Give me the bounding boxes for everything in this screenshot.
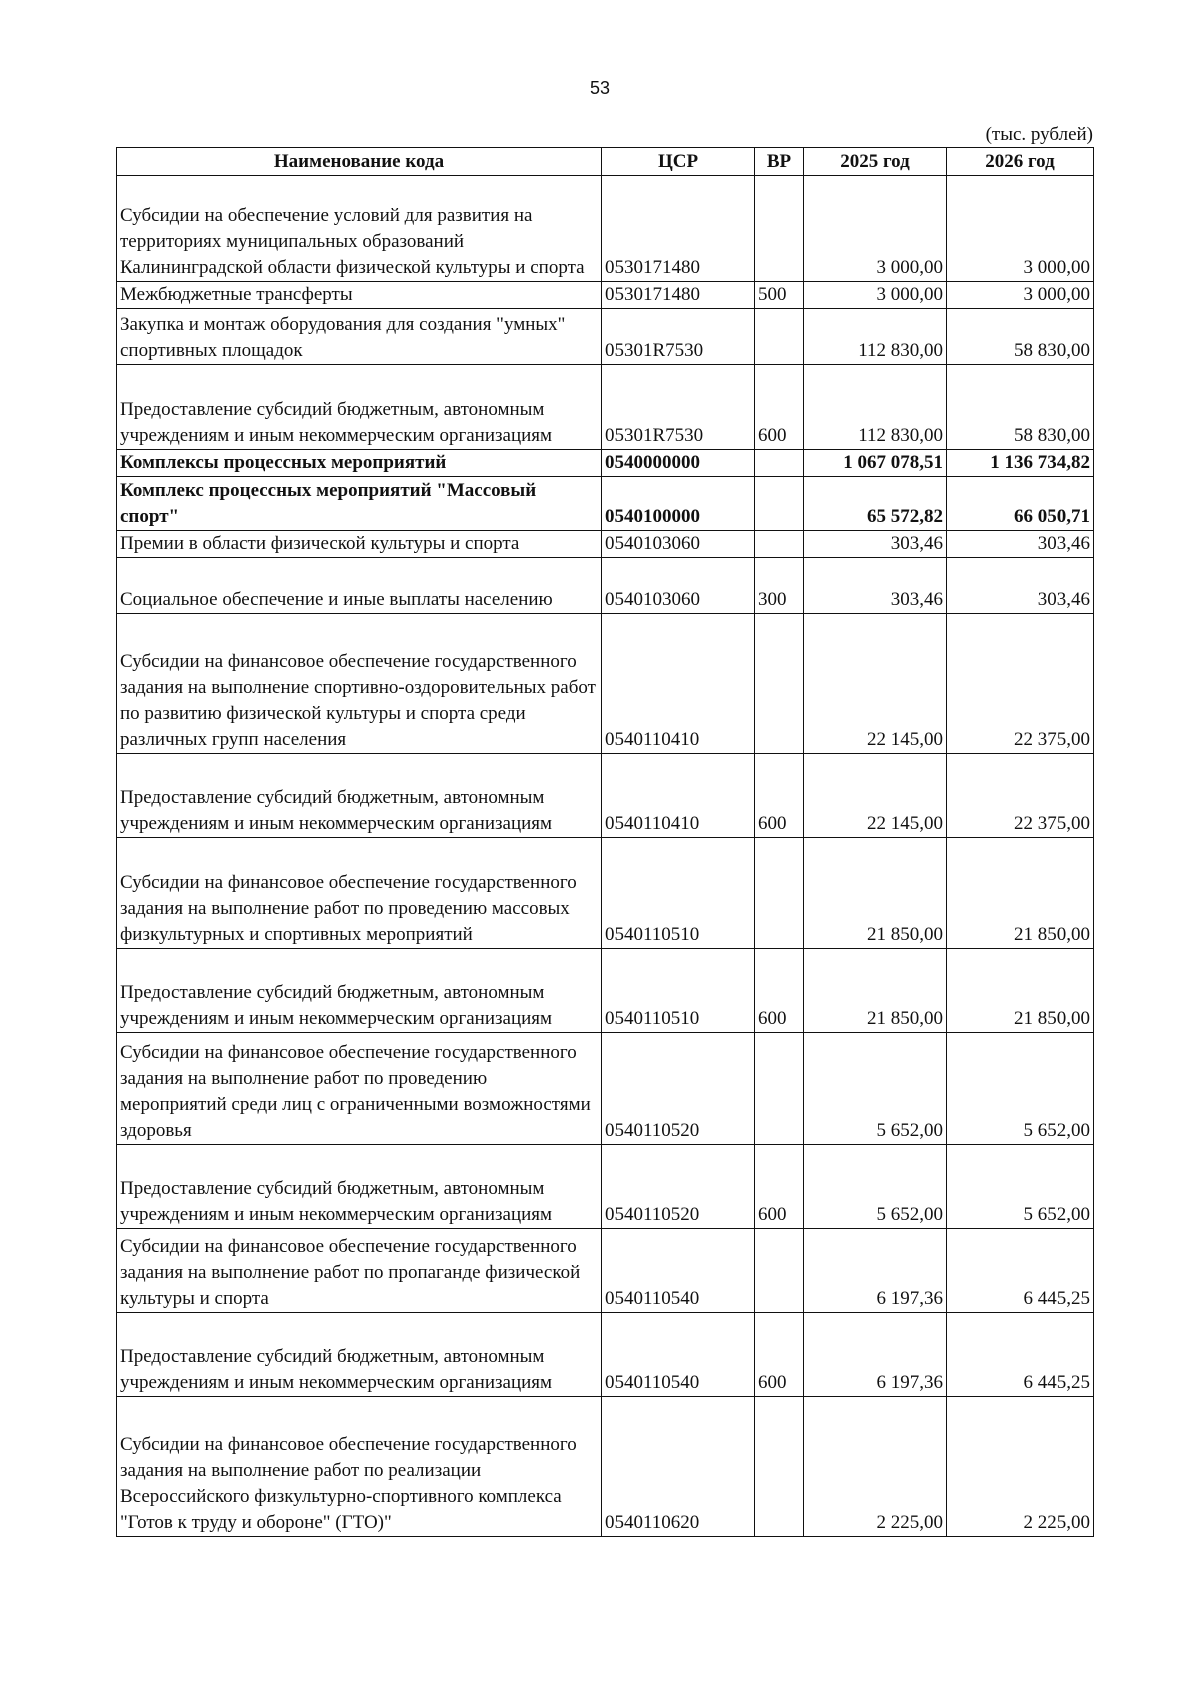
row-amount-2025: 1 067 078,51 xyxy=(804,450,947,477)
row-csr: 05301R7530 xyxy=(602,365,755,450)
row-csr: 0540110520 xyxy=(602,1145,755,1229)
row-name: Предоставление субсидий бюджетным, автономным учреждениям и иным некоммерческим организациям xyxy=(117,1145,602,1229)
row-name: Субсидии на обеспечение условий для развития на территориях муниципальных образований Калининградской области физической культуры и спорта xyxy=(117,176,602,282)
row-amount-2026: 6 445,25 xyxy=(947,1313,1094,1397)
row-amount-2025: 2 225,00 xyxy=(804,1397,947,1537)
row-vr xyxy=(755,1397,804,1537)
row-name: Предоставление субсидий бюджетным, автономным учреждениям и иным некоммерческим организациям xyxy=(117,1313,602,1397)
column-header-2025: 2025 год xyxy=(804,148,947,176)
row-name: Межбюджетные трансферты xyxy=(117,282,602,309)
row-amount-2026: 1 136 734,82 xyxy=(947,450,1094,477)
table-row xyxy=(117,949,1094,1033)
column-header-name: Наименование кода xyxy=(117,148,602,176)
row-csr: 0540110510 xyxy=(602,838,755,949)
row-name: Субсидии на финансовое обеспечение государственного задания на выполнение спортивно-оздоровительных работ по развитию физической культуры и спорта среди различных групп населения xyxy=(117,614,602,754)
row-amount-2025: 21 850,00 xyxy=(804,838,947,949)
row-amount-2025: 22 145,00 xyxy=(804,614,947,754)
table-row xyxy=(117,754,1094,838)
row-amount-2026: 58 830,00 xyxy=(947,309,1094,365)
row-amount-2026: 21 850,00 xyxy=(947,838,1094,949)
row-name: Субсидии на финансовое обеспечение государственного задания на выполнение работ по проведению массовых физкультурных и спортивных мероприятий xyxy=(117,838,602,949)
row-amount-2025: 22 145,00 xyxy=(804,754,947,838)
row-amount-2025: 3 000,00 xyxy=(804,176,947,282)
row-amount-2026: 3 000,00 xyxy=(947,282,1094,309)
table-row xyxy=(117,1145,1094,1229)
row-name: Премии в области физической культуры и спорта xyxy=(117,531,602,558)
table-row xyxy=(117,477,1094,531)
row-amount-2025: 6 197,36 xyxy=(804,1313,947,1397)
row-name: Закупка и монтаж оборудования для создания "умных" спортивных площадок xyxy=(117,309,602,365)
row-vr xyxy=(755,477,804,531)
row-vr: 300 xyxy=(755,558,804,614)
row-csr: 0540110540 xyxy=(602,1229,755,1313)
row-csr: 0540110510 xyxy=(602,949,755,1033)
row-amount-2025: 5 652,00 xyxy=(804,1145,947,1229)
row-vr: 600 xyxy=(755,1145,804,1229)
row-csr: 0530171480 xyxy=(602,176,755,282)
table-row xyxy=(117,450,1094,477)
row-name: Предоставление субсидий бюджетным, автономным учреждениям и иным некоммерческим организациям xyxy=(117,365,602,450)
row-amount-2026: 58 830,00 xyxy=(947,365,1094,450)
row-vr xyxy=(755,1229,804,1313)
row-amount-2026: 22 375,00 xyxy=(947,754,1094,838)
row-amount-2025: 303,46 xyxy=(804,558,947,614)
row-vr: 600 xyxy=(755,754,804,838)
row-vr: 500 xyxy=(755,282,804,309)
table-row xyxy=(117,1397,1094,1537)
row-amount-2025: 112 830,00 xyxy=(804,365,947,450)
table-row xyxy=(117,282,1094,309)
row-csr: 0540110520 xyxy=(602,1033,755,1145)
row-amount-2026: 21 850,00 xyxy=(947,949,1094,1033)
row-vr xyxy=(755,176,804,282)
row-vr: 600 xyxy=(755,365,804,450)
row-name: Субсидии на финансовое обеспечение государственного задания на выполнение работ по реализации Всероссийского физкультурно-спортивного комплекса "Готов к труду и обороне" (ГТО)" xyxy=(117,1397,602,1537)
row-csr: 0540110540 xyxy=(602,1313,755,1397)
row-csr: 0540110410 xyxy=(602,614,755,754)
row-csr: 0540100000 xyxy=(602,477,755,531)
table-row xyxy=(117,1313,1094,1397)
table-row xyxy=(117,1229,1094,1313)
row-amount-2026: 2 225,00 xyxy=(947,1397,1094,1537)
row-name: Субсидии на финансовое обеспечение государственного задания на выполнение работ по проведению мероприятий среди лиц с ограниченными возможностями здоровья xyxy=(117,1033,602,1145)
row-vr: 600 xyxy=(755,949,804,1033)
row-vr xyxy=(755,531,804,558)
row-amount-2026: 3 000,00 xyxy=(947,176,1094,282)
table-header-row xyxy=(117,148,1094,176)
table-row xyxy=(117,1033,1094,1145)
page-number: 53 xyxy=(589,78,611,98)
table-row xyxy=(117,531,1094,558)
units-label: (тыс. рублей) xyxy=(985,124,1093,145)
row-csr: 0540103060 xyxy=(602,558,755,614)
row-amount-2026: 6 445,25 xyxy=(947,1229,1094,1313)
row-csr: 05301R7530 xyxy=(602,309,755,365)
row-amount-2025: 3 000,00 xyxy=(804,282,947,309)
row-vr: 600 xyxy=(755,1313,804,1397)
row-amount-2026: 303,46 xyxy=(947,558,1094,614)
row-amount-2026: 5 652,00 xyxy=(947,1033,1094,1145)
row-name: Комплексы процессных мероприятий xyxy=(117,450,602,477)
row-amount-2025: 65 572,82 xyxy=(804,477,947,531)
row-amount-2026: 22 375,00 xyxy=(947,614,1094,754)
row-vr xyxy=(755,838,804,949)
row-vr xyxy=(755,614,804,754)
row-name: Социальное обеспечение и иные выплаты населению xyxy=(117,558,602,614)
row-name: Предоставление субсидий бюджетным, автономным учреждениям и иным некоммерческим организациям xyxy=(117,949,602,1033)
row-csr: 0540110410 xyxy=(602,754,755,838)
row-amount-2025: 303,46 xyxy=(804,531,947,558)
row-amount-2025: 112 830,00 xyxy=(804,309,947,365)
row-vr xyxy=(755,1033,804,1145)
row-csr: 0530171480 xyxy=(602,282,755,309)
row-amount-2025: 5 652,00 xyxy=(804,1033,947,1145)
row-vr xyxy=(755,450,804,477)
column-header-csr: ЦСР xyxy=(602,148,755,176)
row-name: Комплекс процессных мероприятий "Массовый спорт" xyxy=(117,477,602,531)
row-amount-2025: 21 850,00 xyxy=(804,949,947,1033)
row-csr: 0540103060 xyxy=(602,531,755,558)
row-vr xyxy=(755,309,804,365)
row-amount-2025: 6 197,36 xyxy=(804,1229,947,1313)
table-row xyxy=(117,838,1094,949)
column-header-2026: 2026 год xyxy=(947,148,1094,176)
row-name: Предоставление субсидий бюджетным, автономным учреждениям и иным некоммерческим организациям xyxy=(117,754,602,838)
column-header-vr: ВР xyxy=(755,148,804,176)
table-row xyxy=(117,176,1094,282)
row-csr: 0540110620 xyxy=(602,1397,755,1537)
row-amount-2026: 66 050,71 xyxy=(947,477,1094,531)
budget-table xyxy=(116,147,1094,1537)
row-csr: 0540000000 xyxy=(602,450,755,477)
table-row xyxy=(117,365,1094,450)
table-row xyxy=(117,309,1094,365)
table-row xyxy=(117,558,1094,614)
row-name: Субсидии на финансовое обеспечение государственного задания на выполнение работ по пропаганде физической культуры и спорта xyxy=(117,1229,602,1313)
row-amount-2026: 303,46 xyxy=(947,531,1094,558)
table-row xyxy=(117,614,1094,754)
row-amount-2026: 5 652,00 xyxy=(947,1145,1094,1229)
